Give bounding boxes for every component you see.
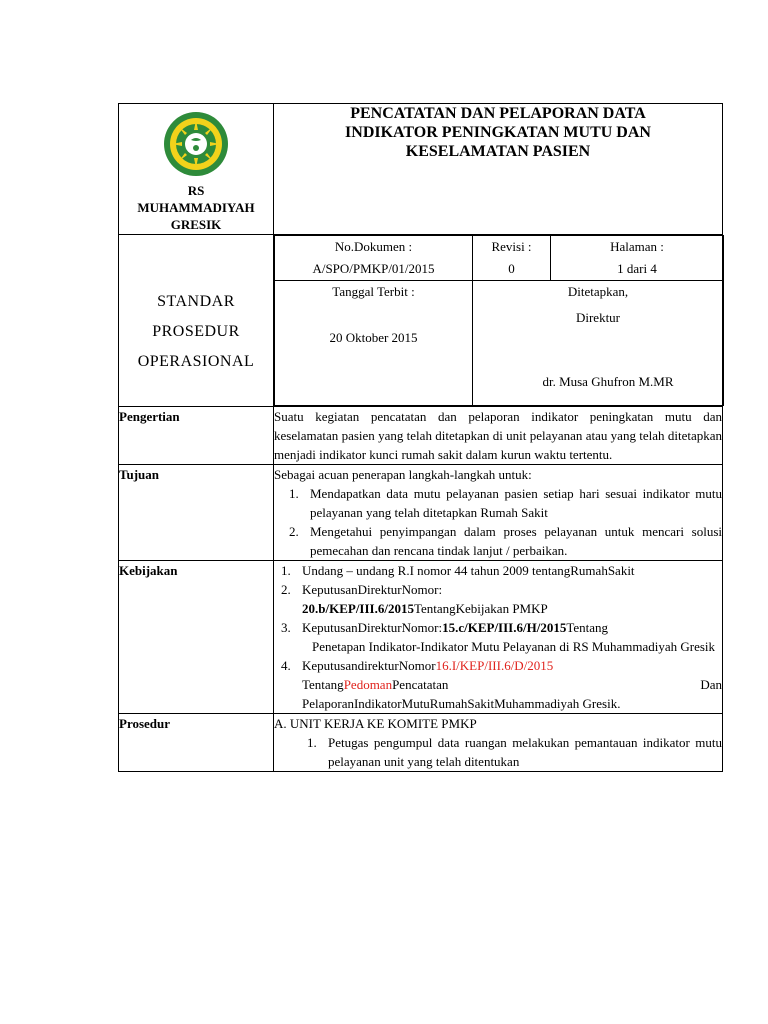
header-row [119,104,723,235]
kebijakan-4-line3: PelaporanIndikatorMutuRumahSakitMuhammadiyah Gresik. [302,696,621,711]
kebijakan-3-subject: Penetapan Indikator-Indikator Mutu Pelayanan di RS Muhammadiyah Gresik [312,639,716,654]
kebijakan-3-prefix: KeputusanDirekturNomor: [302,620,443,635]
prosedur-heading-a: A. UNIT KERJA KE KOMITE PMKP [274,716,477,731]
page-count-value: 1 dari 4 [617,261,657,276]
page-count-cell [551,236,724,281]
issue-date-label: Tanggal Terbit : [332,284,415,299]
kebijakan-2-subject: TentangKebijakan PMKP [413,601,548,616]
section-tujuan [119,465,723,561]
list-item [294,656,722,713]
prosedur-list [274,733,722,771]
kebijakan-3-number: 15.c/KEP/III.6/H/2015 [442,620,567,635]
hospital-name-line1: RS [187,183,205,198]
prosedur-label: Prosedur [119,714,274,772]
list-item: 2. Mengetahui penyimpangan dalam proses pelayanan untuk mencari solusi pemecahan dan rencana tindak lanjut / perbaikan. [302,522,722,560]
doc-number-cell [275,236,473,281]
title-line1: PENCATATAN DAN PELAPORAN DATA [350,105,646,122]
kebijakan-1-text: Undang – undang R.I nomor 44 tahun 2009 tentangRumahSakit [302,563,635,578]
hospital-name-line2: MUHAMMADIYAH [137,200,255,215]
list-item [294,580,722,618]
kebijakan-4-pencatatan: Pencatatan [392,677,449,692]
kebijakan-4-pedoman: Pedoman [343,677,393,692]
muhammadiyah-logo-icon [119,110,273,178]
sop-label-line2: PROSEDUR [152,323,240,340]
sop-table [118,103,723,772]
kebijakan-label: Kebijakan [119,561,274,714]
tujuan-content [274,465,723,561]
approval-label: Ditetapkan, [567,284,629,299]
approval-cell [473,281,724,406]
tujuan-label: Tujuan [119,465,274,561]
kebijakan-list [274,561,722,713]
list-item [294,618,722,656]
page-count-label: Halaman : [610,239,664,254]
kebijakan-2-number: 20.b/KEP/III.6/2015 [302,601,414,616]
list-item [294,561,722,580]
kebijakan-4-tentang: Tentang [302,677,344,692]
kebijakan-4-number: 16.I/KEP/III.6/D/2015 [435,658,554,673]
kebijakan-4-line2 [302,675,722,694]
sop-label-line3: OPERASIONAL [137,353,255,370]
prosedur-content [274,714,723,772]
issue-date-value: 20 Oktober 2015 [329,330,418,345]
list-item: 1. Petugas pengumpul data ruangan melakukan pemantauan indikator mutu pelayanan unit yang telah ditentukan [320,733,722,771]
title-line3: KESELAMATAN PASIEN [405,143,591,160]
meta-cell [274,235,723,407]
kebijakan-4-dan: Dan [700,677,722,692]
section-pengertian [119,407,723,465]
revision-value: 0 [508,261,515,276]
kebijakan-2-prefix: KeputusanDirekturNomor: [302,582,443,597]
pengertian-text: Suatu kegiatan pencatatan dan pelaporan indikator peningkatan mutu dan keselamatan pasien yang telah ditetapkan di unit pelayanan atau yang telah ditetapkan menjadi indikator kunci rumah sakit dalam kurun waktu tertentu. [274,407,723,465]
hospital-name [119,182,273,233]
doc-number-label: No.Dokumen : [334,239,413,254]
approver-role: Direktur [575,310,621,325]
meta-grid [274,235,724,406]
pengertian-label: Pengertian [119,407,274,465]
section-prosedur [119,714,723,772]
kebijakan-3-tentang: Tentang [566,620,609,635]
revision-label: Revisi : [491,239,532,254]
tujuan-list [274,484,722,560]
tujuan-intro: Sebagai acuan penerapan langkah-langkah untuk: [274,467,532,482]
kebijakan-content [274,561,723,714]
hospital-name-line3: GRESIK [170,217,222,232]
meta-row [119,235,723,407]
kebijakan-4-prefix: KeputusandirekturNomor [302,658,436,673]
sop-label-cell [119,235,274,407]
title-line2: INDIKATOR PENINGKATAN MUTU DAN [345,124,651,141]
revision-cell [473,236,551,281]
list-item: 1. Mendapatkan data mutu pelayanan pasien setiap hari sesuai indikator mutu pelayanan yang telah ditetapkan Rumah Sakit [302,484,722,522]
issue-date-cell [275,281,473,406]
sop-label-line1: STANDAR [157,293,235,310]
section-kebijakan [119,561,723,714]
logo-cell [119,104,274,235]
sop-label [119,235,273,377]
approver-name: dr. Musa Ghufron M.MR [542,374,674,389]
document-title [274,104,723,235]
doc-number-value: A/SPO/PMKP/01/2015 [312,261,435,276]
